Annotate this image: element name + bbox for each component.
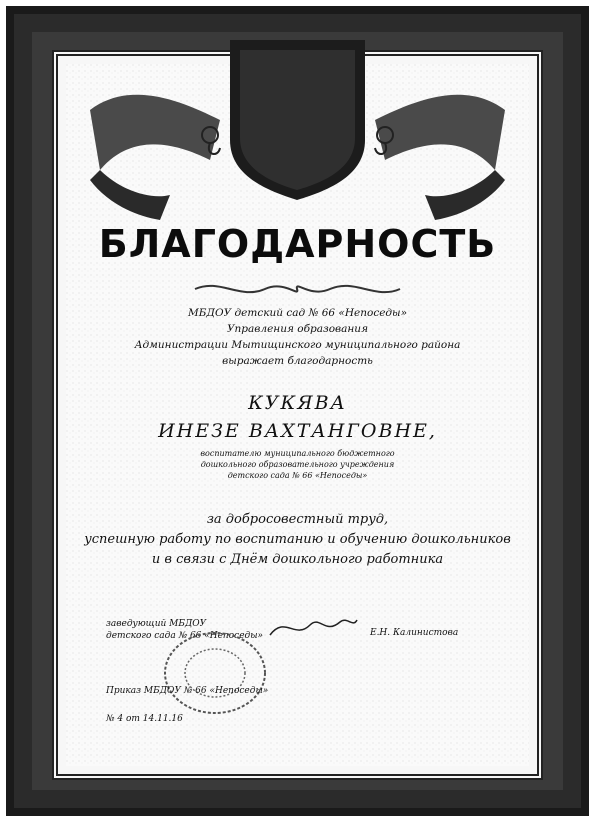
org-line: выражает благодарность xyxy=(222,355,373,367)
recipient-name: ИНЕЗЕ ВАХТАНГОВНЕ, xyxy=(158,420,437,442)
signatory-line: детского сада № 66 «Непоседы» xyxy=(106,631,264,641)
decorative-flourish-icon xyxy=(190,278,405,300)
left-ribbon-icon xyxy=(90,95,220,220)
reason-line: успешную работу по воспитанию и обучению дошкольников xyxy=(84,532,511,547)
org-line: МБДОУ детский сад № 66 «Непоседы» xyxy=(187,307,408,319)
org-line: Управления образования xyxy=(226,323,369,335)
official-stamp-icon xyxy=(160,628,270,718)
reason-block xyxy=(0,510,595,570)
position-line: детского сада № 66 «Непоседы» xyxy=(227,471,368,480)
position-line: дошкольного образовательного учреждения xyxy=(200,460,395,469)
reason-line: и в связи с Днём дошкольного работника xyxy=(151,552,444,567)
right-ribbon-icon xyxy=(375,95,505,220)
recipient-surname: КУКЯВА xyxy=(248,392,347,414)
organization-block xyxy=(0,305,595,369)
handwritten-signature-icon xyxy=(265,610,360,645)
order-reference: Приказ МБДОУ № 66 «Непоседы» xyxy=(106,686,269,696)
shield-icon xyxy=(230,40,365,200)
signatory-name: Е.Н. Калинистова xyxy=(370,628,459,638)
order-number-date: № 4 от 14.11.16 xyxy=(106,714,183,724)
emblem-with-ribbons xyxy=(60,30,535,230)
certificate-title: БЛАГОДАРНОСТЬ xyxy=(98,222,497,266)
position-block xyxy=(0,448,595,481)
reason-line: за добросовестный труд, xyxy=(206,512,389,527)
org-line: Администрации Мытищинского муниципального района xyxy=(134,339,461,351)
signatory-line: заведующий МБДОУ xyxy=(106,619,207,629)
position-line: воспитателю муниципального бюджетного xyxy=(200,449,395,458)
